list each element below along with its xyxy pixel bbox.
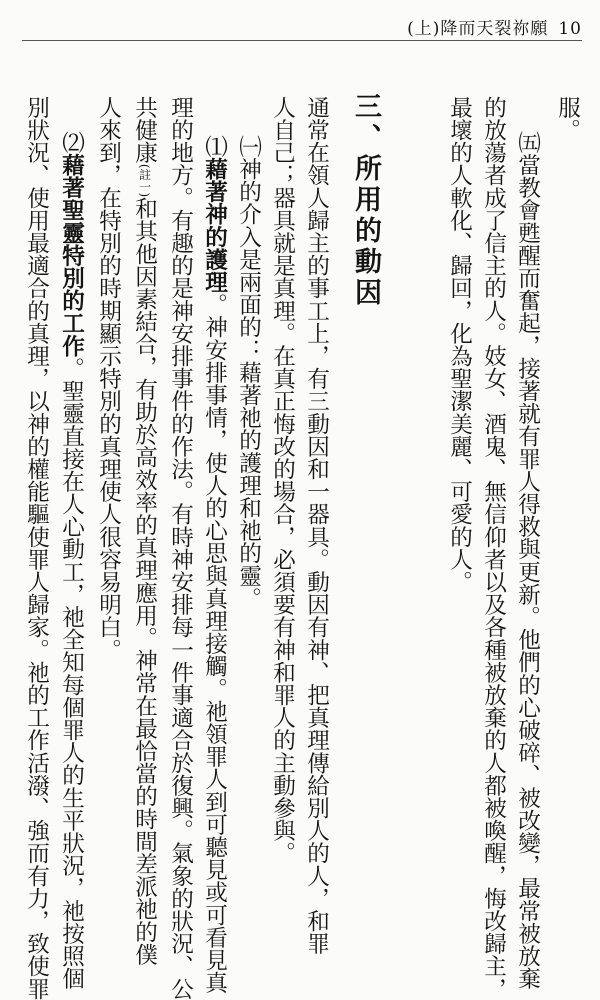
text-segment: 。聖靈直接在人心動工，祂全知每個罪人的生平狀況，祂按照個 xyxy=(58,357,85,990)
header-title: (上)降而天裂祢願 xyxy=(407,19,549,39)
text-column xyxy=(516,131,539,990)
text-segment: ㈠神的介入是兩面的：藉著祂的護理和祂的靈。 xyxy=(235,135,262,610)
text-column xyxy=(60,131,83,990)
text-column xyxy=(305,96,328,955)
bold-phrase: 藉著聖靈特別的工作 xyxy=(58,153,85,358)
text-segment: 理的地方。有趣的是神安排事件的作法。有時神安排每一件事適合於復興。氣象的狀況、公 xyxy=(167,96,194,1000)
text-segment: 的放蕩者成了信主的人。妓女、酒鬼、無信仰者以及各種被放棄的人都被喚醒，悔改歸主， xyxy=(480,96,507,1000)
running-header xyxy=(407,14,582,39)
text-segment: 服。 xyxy=(554,96,581,142)
text-segment: 人來到，在特別的時期顯示特別的真理使人很容易明白。 xyxy=(95,96,122,661)
text-segment: ⑴ xyxy=(201,135,228,158)
text-segment: ⑵ xyxy=(58,131,85,154)
text-column xyxy=(203,135,226,994)
text-column xyxy=(25,96,48,1000)
text-column xyxy=(133,96,156,966)
page-number: 10 xyxy=(558,19,582,39)
text-column xyxy=(237,135,260,610)
text-segment: ㈤當教會甦醒而奮起，接著就有罪人得救與更新。他們的心破碎、被改變，最常被放棄 xyxy=(514,131,541,990)
text-segment: 別狀況、使用最適合的真理，以神的權能驅使罪人歸家。祂的工作活潑、強而有力，致使罪 xyxy=(23,96,50,1000)
text-column xyxy=(448,96,471,593)
section-heading: 三、所用的動因 xyxy=(350,92,381,309)
footnote-marker: (註一) xyxy=(137,163,152,198)
text-column xyxy=(556,96,579,141)
text-column xyxy=(271,96,294,864)
bold-phrase: 藉著神的護理 xyxy=(201,157,228,294)
text-segment: 人自己；器具就是真理。在真正悔改的場合，必須要有神和罪人的主動參與。 xyxy=(269,96,296,865)
header-rule xyxy=(22,40,582,41)
text-column xyxy=(169,96,192,1000)
text-segment: 最壞的人軟化、歸回，化為聖潔美麗、可愛的人。 xyxy=(446,96,473,594)
text-column xyxy=(97,96,120,661)
text-segment: 和其他因素結合，有助於高效率的真理應用。神常在最恰當的時間差派祂的僕 xyxy=(131,197,158,966)
text-column xyxy=(482,96,505,1000)
text-segment: 共健康 xyxy=(131,96,158,164)
text-segment: 通常在領人歸主的事工上，有三動因和一器具。動因有神、把真理傳給別人的人，和罪 xyxy=(303,96,330,955)
text-segment: 。神安排事情，使人的心思與真理接觸。祂領罪人到可聽見或可看見真 xyxy=(201,293,228,994)
